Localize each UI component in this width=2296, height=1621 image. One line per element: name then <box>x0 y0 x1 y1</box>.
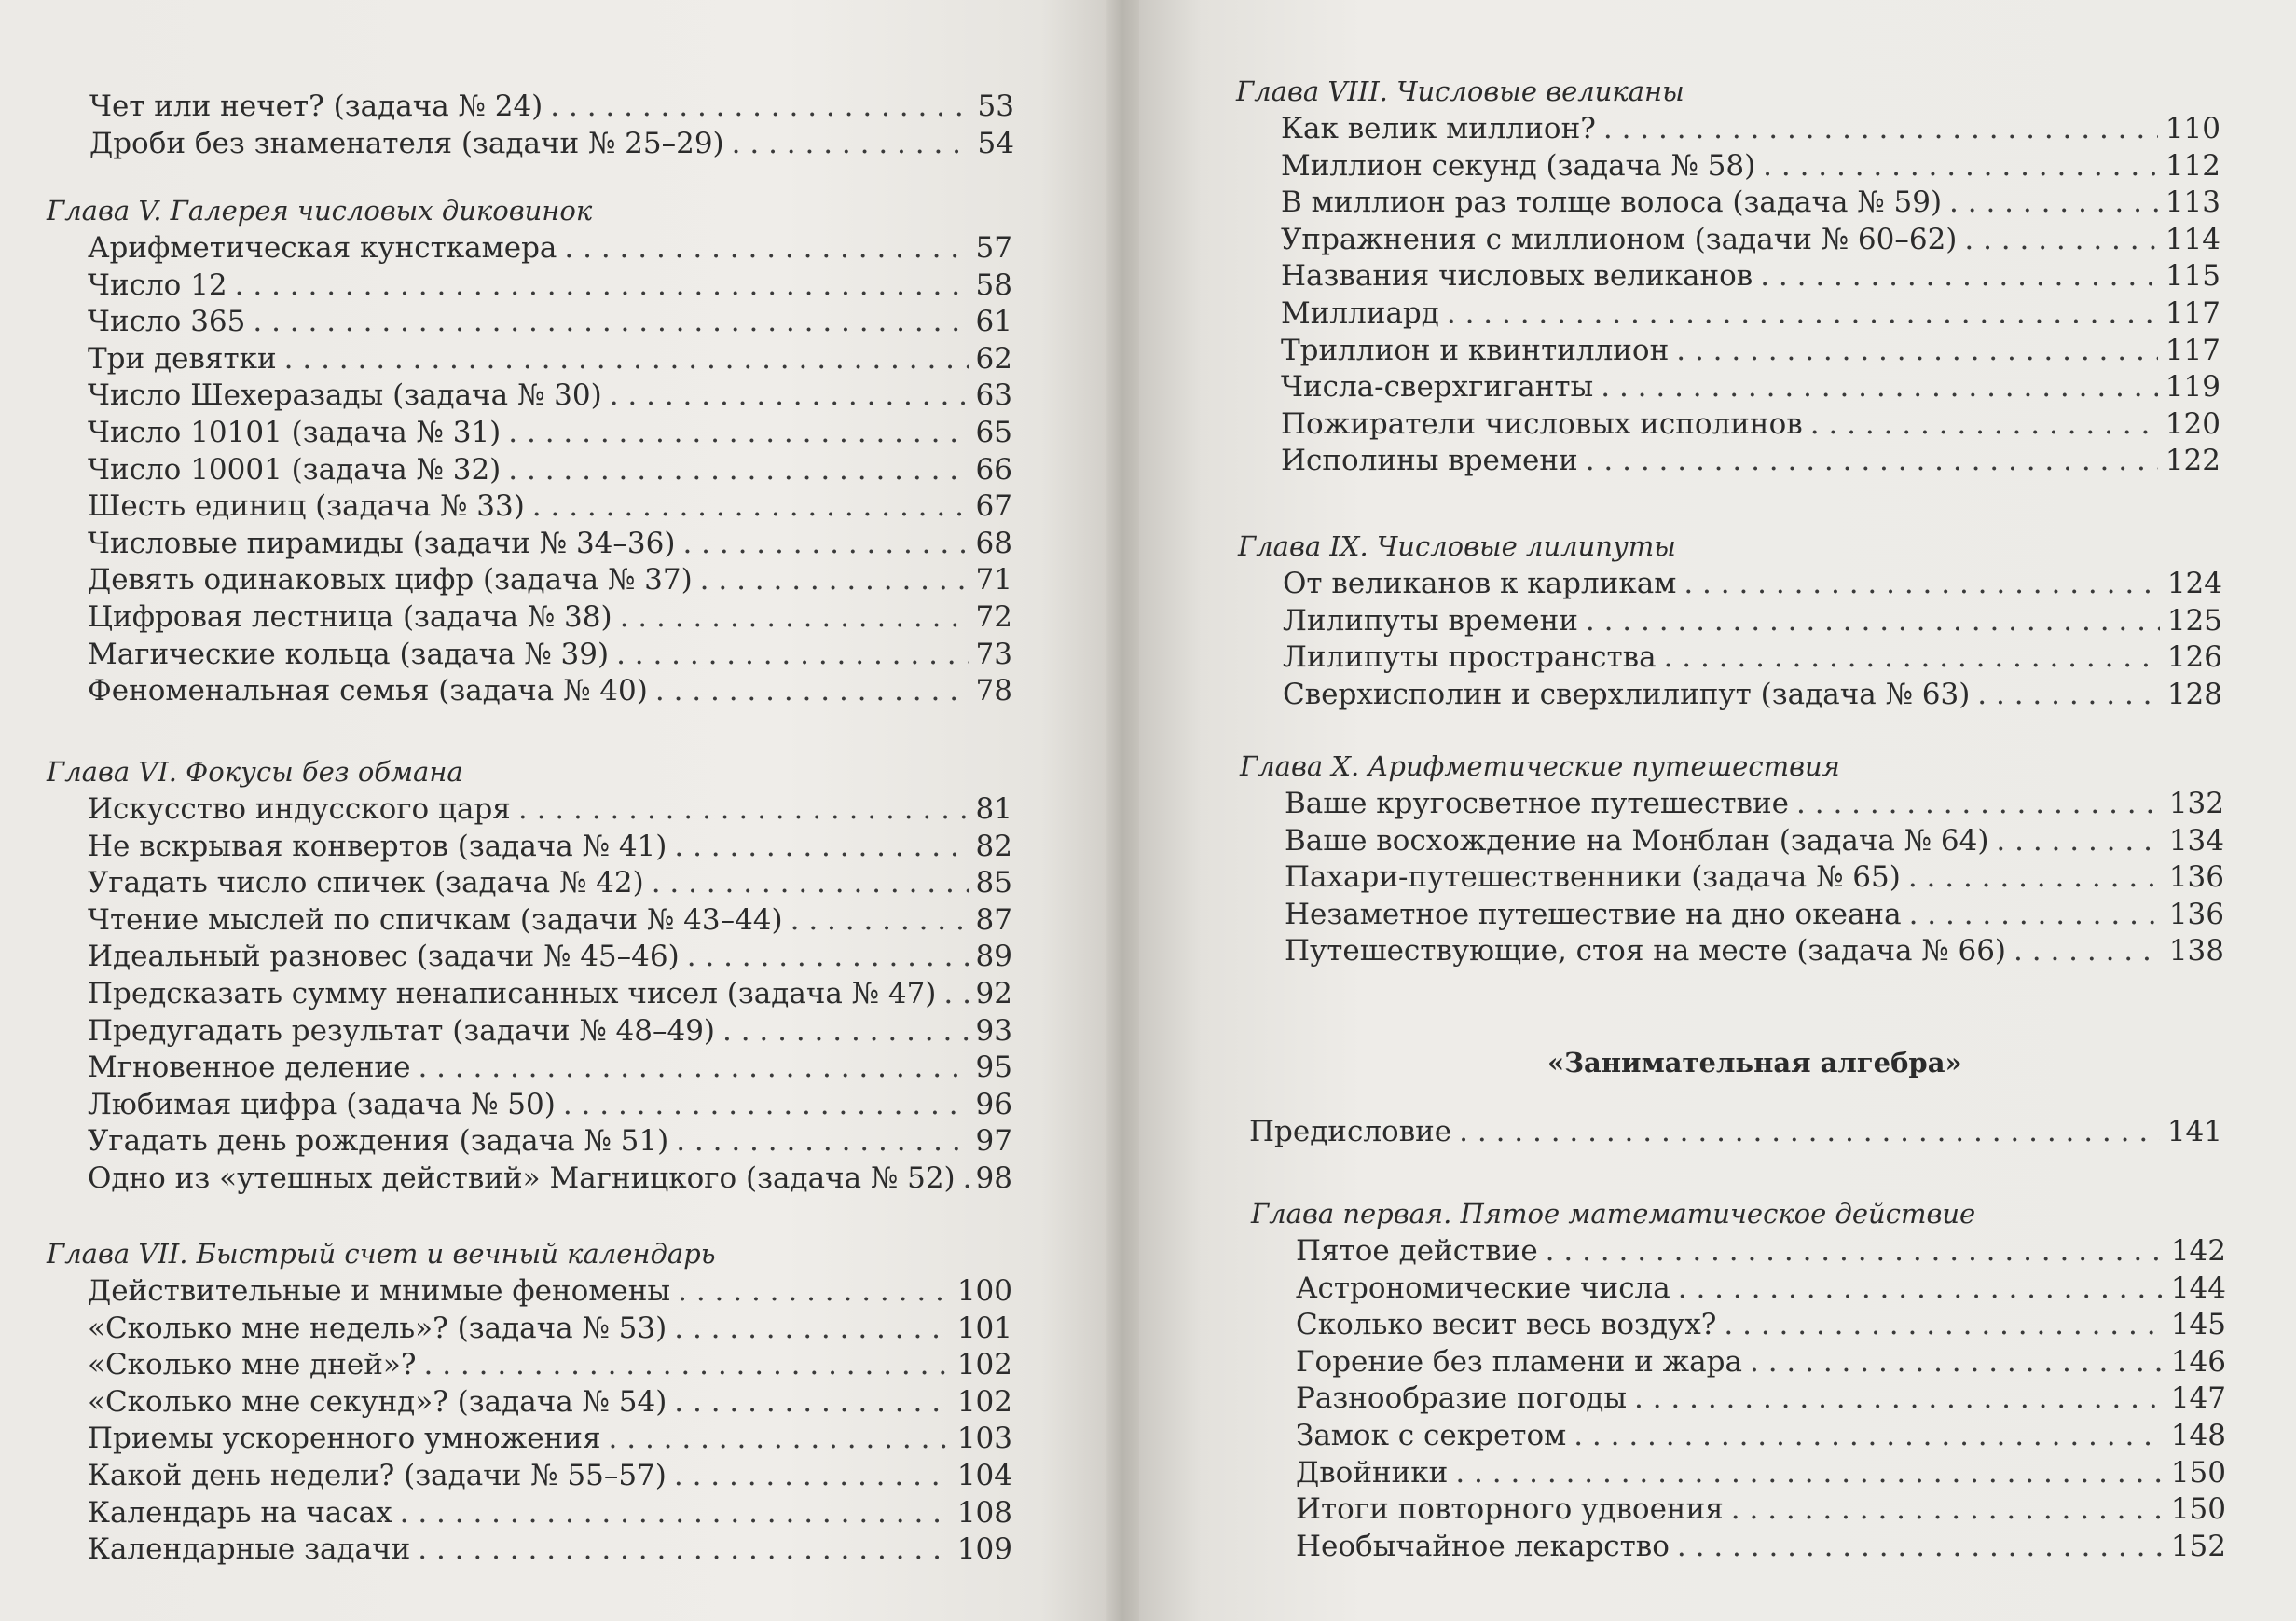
dot-leader <box>674 1310 950 1347</box>
toc-entry[interactable] <box>1296 1417 2226 1454</box>
toc-entry[interactable] <box>88 975 1012 1012</box>
dot-leader <box>1677 1528 2164 1565</box>
dot-leader <box>1664 639 2160 676</box>
chapter-heading: Глава V. Галерея числовых диковинок <box>47 195 593 227</box>
toc-page-number: 147 <box>2170 1381 2226 1416</box>
toc-entry[interactable] <box>89 125 1014 162</box>
toc-page-number: 138 <box>2168 934 2224 968</box>
toc-entry[interactable] <box>1281 147 2220 185</box>
toc-entry[interactable] <box>88 636 1012 673</box>
dot-leader <box>1447 295 2158 332</box>
toc-entry[interactable] <box>1281 332 2220 369</box>
toc-page-number: 95 <box>975 1051 1012 1085</box>
toc-page-number: 113 <box>2165 185 2220 220</box>
dot-leader <box>1455 1454 2163 1491</box>
toc-entry[interactable] <box>88 1383 1012 1421</box>
toc-entry-title: Число 365 <box>88 305 246 339</box>
dot-leader <box>1909 896 2162 933</box>
toc-entry-title: Путешествующие, стоя на месте (задача № 66) <box>1285 934 2007 968</box>
toc-entry-title: Ваше восхождение на Монблан (задача № 64) <box>1285 823 1989 858</box>
toc-entry-title: Угадать день рождения (задача № 51) <box>88 1124 669 1159</box>
dot-leader <box>610 377 969 414</box>
dot-leader <box>682 525 968 562</box>
dot-leader <box>2014 932 2162 969</box>
dot-leader <box>1949 184 2158 221</box>
toc-page-number: 115 <box>2165 259 2220 294</box>
toc-entry-title: Магические кольца (задача № 39) <box>88 637 610 671</box>
toc-entry[interactable] <box>88 1494 1012 1532</box>
toc-page-number: 92 <box>975 977 1012 1010</box>
dot-leader <box>700 561 969 598</box>
toc-entry[interactable] <box>1296 1454 2226 1491</box>
toc-entry[interactable] <box>1296 1306 2226 1343</box>
toc-page-number: 108 <box>956 1495 1012 1530</box>
toc-entry[interactable] <box>1283 639 2222 676</box>
toc-entry-title: Числовые пирамиды (задачи № 34–36) <box>88 526 676 560</box>
toc-page-number: 136 <box>2168 860 2224 895</box>
dot-leader <box>732 125 970 162</box>
toc-entry[interactable] <box>1296 1528 2226 1565</box>
toc-entry-title: Число 10101 (задача № 31) <box>88 416 502 449</box>
toc-entry-title: Чтение мыслей по спичкам (задачи № 43–44) <box>88 902 783 937</box>
toc-entry[interactable] <box>88 525 1012 562</box>
dot-leader <box>518 790 969 828</box>
dot-leader <box>1731 1490 2164 1528</box>
toc-page-number: 68 <box>975 526 1012 560</box>
toc-entry-title: Предсказать сумму ненаписанных чисел (задача № 47) <box>88 977 937 1010</box>
dot-leader <box>1634 1380 2164 1417</box>
toc-entry-title: Сверхисполин и сверхлилипут (задача № 63) <box>1283 677 1971 711</box>
toc-entry[interactable] <box>1281 405 2220 443</box>
chapter-heading: Глава VI. Фокусы без обмана <box>47 756 463 788</box>
toc-page-number: 136 <box>2168 897 2224 931</box>
toc-entry[interactable] <box>88 864 1012 901</box>
toc-entry[interactable] <box>1281 442 2220 479</box>
toc-entry[interactable] <box>1285 859 2224 896</box>
dot-leader <box>1574 1417 2164 1454</box>
toc-page-number: 145 <box>2170 1308 2226 1342</box>
toc-entry[interactable] <box>1281 295 2220 332</box>
toc-entry-title: «Сколько мне секунд»? (задача № 54) <box>88 1384 667 1419</box>
dot-leader <box>1763 147 2158 185</box>
toc-entry[interactable] <box>88 561 1012 598</box>
toc-entry[interactable] <box>1296 1232 2226 1270</box>
dot-leader <box>791 901 969 939</box>
toc-page-number: 120 <box>2165 406 2220 441</box>
toc-entry-title: Сколько весит весь воздух? <box>1296 1308 1717 1342</box>
toc-page-number: 126 <box>2166 640 2222 675</box>
toc-page-number: 67 <box>975 489 1012 524</box>
toc-entry-title: Число 10001 (задача № 32) <box>88 452 502 487</box>
toc-page-number: 132 <box>2168 787 2224 820</box>
book-gutter <box>1106 0 1139 1621</box>
toc-page-number: 134 <box>2168 823 2224 858</box>
toc-page-number: 73 <box>975 637 1012 671</box>
toc-page-number: 117 <box>2165 333 2220 367</box>
dot-leader <box>418 1049 968 1086</box>
dot-leader <box>400 1494 950 1532</box>
toc-entry-title: Календарь на часах <box>88 1495 392 1530</box>
toc-entry-title: Пахари-путешественники (задача № 65) <box>1285 860 1901 895</box>
toc-entry-title: Арифметическая кунсткамера <box>88 231 557 265</box>
toc-page-number: 114 <box>2165 222 2220 256</box>
toc-entry-title: Угадать число спичек (задача № 42) <box>88 866 644 900</box>
toc-entry[interactable] <box>88 1457 1012 1494</box>
dot-leader <box>687 938 969 975</box>
dot-leader <box>1964 221 2157 258</box>
dot-leader <box>550 88 969 125</box>
dot-leader <box>1724 1306 2163 1343</box>
dot-leader <box>563 1086 969 1123</box>
toc-page-number: 53 <box>977 89 1014 123</box>
toc-page-number: 104 <box>956 1459 1012 1492</box>
toc-entry[interactable] <box>88 340 1012 378</box>
toc-entry-title: Разнообразие погоды <box>1296 1381 1627 1416</box>
dot-leader <box>284 340 969 378</box>
dot-leader <box>508 451 968 488</box>
toc-entry-title: Число Шехеразады (задача № 30) <box>88 378 602 413</box>
toc-page-number: 89 <box>975 940 1012 974</box>
toc-entry-title: Одно из «утешных действий» Магницкого (задача № 52) <box>88 1161 956 1195</box>
toc-entry-title: Незаметное путешествие на дно океана <box>1285 897 1902 931</box>
toc-page-number: 109 <box>956 1532 1012 1567</box>
toc-entry[interactable] <box>88 1012 1012 1050</box>
dot-leader <box>235 267 969 304</box>
chapter-heading: Глава IX. Числовые лилипуты <box>1238 530 1676 562</box>
toc-page-number: 58 <box>975 268 1012 302</box>
toc-page-number: 93 <box>975 1013 1012 1048</box>
dot-leader <box>1750 1343 2164 1381</box>
toc-page-number: 124 <box>2166 567 2222 600</box>
toc-entry[interactable] <box>1296 1490 2226 1528</box>
toc-entry-title: От великанов к карликам <box>1283 567 1677 600</box>
toc-entry-title: В миллион раз толще волоса (задача № 59) <box>1281 185 1943 220</box>
toc-entry-title: Предугадать результат (задачи № 48–49) <box>88 1013 716 1048</box>
toc-entry-title: Предисловие <box>1249 1115 1452 1148</box>
toc-page-number: 81 <box>975 792 1012 826</box>
toc-entry[interactable] <box>88 901 1012 939</box>
toc-page-number: 128 <box>2166 677 2222 711</box>
section-title: «Занимательная алгебра» <box>1547 1047 1962 1078</box>
toc-entry[interactable] <box>1285 822 2224 859</box>
toc-entry-title: Лилипуты времени <box>1283 603 1578 638</box>
toc-page-number: 78 <box>975 674 1012 708</box>
toc-entry-title: Девять одинаковых цифр (задача № 37) <box>88 563 693 598</box>
toc-entry[interactable] <box>1281 368 2220 405</box>
toc-entry-title: Астрономические числа <box>1296 1271 1670 1305</box>
chapter-heading: Глава VIII. Числовые великаны <box>1236 76 1684 107</box>
toc-page-number: 85 <box>975 866 1012 900</box>
toc-entry[interactable] <box>88 1531 1012 1568</box>
toc-entry[interactable] <box>1285 932 2224 969</box>
toc-entry-title: Любимая цифра (задача № 50) <box>88 1087 556 1121</box>
toc-entry-title: Миллион секунд (задача № 58) <box>1281 148 1756 183</box>
toc-entry[interactable] <box>88 790 1012 828</box>
dot-leader <box>1810 405 2158 443</box>
dot-leader <box>1546 1232 2164 1270</box>
toc-entry-title: Цифровая лестница (задача № 38) <box>88 600 612 634</box>
toc-entry-title: Упражнения с миллионом (задачи № 60–62) <box>1281 222 1958 256</box>
toc-entry-title: Три девятки <box>88 341 277 376</box>
toc-entry-title: «Сколько мне дней»? <box>88 1348 417 1382</box>
dot-leader <box>609 1420 950 1457</box>
toc-entry-title: Необычайное лекарство <box>1296 1529 1670 1563</box>
toc-page-number: 122 <box>2165 444 2220 478</box>
toc-page-number: 141 <box>2166 1115 2222 1148</box>
toc-entry-title: Шесть единиц (задача № 33) <box>88 489 525 524</box>
dot-leader <box>674 1383 950 1421</box>
toc-entry-title: Триллион и квинтиллион <box>1281 333 1670 367</box>
toc-page-number: 119 <box>2165 370 2220 405</box>
dot-leader <box>1603 110 2158 147</box>
toc-page-number: 101 <box>956 1311 1012 1345</box>
dot-leader <box>1586 442 2158 479</box>
toc-page-number: 71 <box>975 563 1012 598</box>
dot-leader <box>722 1012 969 1050</box>
chapter-heading: Глава первая. Пятое математическое действие <box>1251 1198 1976 1229</box>
toc-entry[interactable] <box>88 1346 1012 1383</box>
toc-page-number: 100 <box>956 1274 1012 1308</box>
toc-page-number: 62 <box>975 341 1012 376</box>
toc-entry[interactable] <box>1281 184 2220 221</box>
toc-entry[interactable] <box>88 1049 1012 1086</box>
toc-entry[interactable] <box>88 938 1012 975</box>
dot-leader <box>564 229 968 267</box>
dot-leader <box>1760 257 2158 295</box>
toc-entry[interactable] <box>88 1272 1012 1310</box>
toc-entry[interactable] <box>88 488 1012 525</box>
toc-entry[interactable] <box>1283 602 2222 639</box>
dot-leader <box>1586 602 2160 639</box>
toc-page-number: 144 <box>2170 1271 2226 1305</box>
toc-page-number: 65 <box>975 416 1012 449</box>
dot-leader <box>1977 676 2160 713</box>
toc-entry[interactable] <box>88 1086 1012 1123</box>
toc-page-number: 110 <box>2165 112 2220 145</box>
toc-entry-title: Ваше кругосветное путешествие <box>1285 787 1790 820</box>
dot-leader <box>1676 332 2158 369</box>
dot-leader <box>655 672 969 709</box>
toc-page-number: 125 <box>2166 603 2222 638</box>
chapter-heading: Глава X. Арифметические путешествия <box>1240 750 1840 782</box>
toc-entry[interactable] <box>1281 221 2220 258</box>
dot-leader <box>424 1346 950 1383</box>
toc-entry[interactable] <box>88 303 1012 340</box>
toc-entry-title: «Сколько мне недель»? (задача № 53) <box>88 1311 667 1345</box>
dot-leader <box>616 636 968 673</box>
dot-leader <box>1796 785 2162 822</box>
toc-page-number: 87 <box>975 902 1012 937</box>
toc-entry-title: Мгновенное деление <box>88 1051 411 1085</box>
dot-leader <box>676 1122 968 1160</box>
toc-page-number: 63 <box>975 378 1012 413</box>
toc-entry-title: Миллиард <box>1281 296 1439 330</box>
toc-entry-title: Числа-сверхгиганты <box>1281 370 1594 405</box>
toc-entry[interactable] <box>89 88 1014 125</box>
toc-entry-title: Пятое действие <box>1296 1234 1538 1268</box>
toc-entry[interactable] <box>88 1310 1012 1347</box>
toc-entry[interactable] <box>88 229 1012 267</box>
toc-entry[interactable] <box>1285 785 2224 822</box>
toc-entry[interactable] <box>1283 676 2222 713</box>
toc-page-number: 103 <box>956 1422 1012 1456</box>
toc-entry-title: Лилипуты пространства <box>1283 640 1657 675</box>
toc-entry-title: Действительные и мнимые феномены <box>88 1274 671 1308</box>
dot-leader <box>652 864 969 901</box>
toc-entry-title: Пожиратели числовых исполинов <box>1281 406 1803 441</box>
toc-page-number: 112 <box>2165 148 2220 183</box>
toc-page-number: 72 <box>975 600 1012 634</box>
toc-page-number: 57 <box>975 231 1012 265</box>
toc-entry-title: Идеальный разновес (задачи № 45–46) <box>88 940 680 974</box>
dot-leader <box>253 303 968 340</box>
toc-page-number: 102 <box>956 1384 1012 1419</box>
toc-entry-title: Горение без пламени и жара <box>1296 1344 1742 1379</box>
dot-leader <box>674 828 968 865</box>
toc-entry-title: Исполины времени <box>1281 444 1578 478</box>
toc-entry-title: Число 12 <box>88 268 227 302</box>
toc-page-number: 146 <box>2170 1344 2226 1379</box>
toc-entry-title: Дроби без знаменателя (задачи № 25–29) <box>89 126 724 160</box>
toc-page-number: 102 <box>956 1348 1012 1382</box>
toc-entry-title: Двойники <box>1296 1455 1449 1490</box>
toc-entry-preface[interactable] <box>1249 1113 2222 1150</box>
toc-entry[interactable] <box>1283 565 2222 602</box>
toc-entry-title: Календарные задачи <box>88 1532 411 1567</box>
toc-page-number: 66 <box>975 452 1012 487</box>
toc-entry[interactable] <box>88 598 1012 636</box>
dot-leader <box>508 414 968 451</box>
toc-entry-title: Феноменальная семья (задача № 40) <box>88 674 648 708</box>
toc-page-number: 54 <box>977 126 1014 160</box>
toc-page-number: 152 <box>2170 1529 2226 1563</box>
toc-entry[interactable] <box>1281 110 2220 147</box>
toc-page-number: 98 <box>975 1161 1012 1195</box>
dot-leader <box>1678 1270 2164 1307</box>
dot-leader <box>1996 822 2161 859</box>
toc-entry-title: Замок с секретом <box>1296 1419 1567 1452</box>
toc-entry-title: Названия числовых великанов <box>1281 259 1753 294</box>
toc-page-number: 61 <box>975 305 1012 339</box>
toc-entry[interactable] <box>1285 896 2224 933</box>
dot-leader <box>943 975 968 1012</box>
toc-entry-title: Какой день недели? (задачи № 55–57) <box>88 1459 667 1492</box>
dot-leader <box>963 1160 969 1197</box>
toc-page-number: 148 <box>2170 1419 2226 1452</box>
dot-leader <box>532 488 969 525</box>
dot-leader <box>1459 1113 2160 1150</box>
toc-entry[interactable] <box>88 451 1012 488</box>
toc-entry[interactable] <box>88 1420 1012 1457</box>
toc-entry-title: Искусство индусского царя <box>88 792 511 826</box>
chapter-heading: Глава VII. Быстрый счет и вечный календарь <box>47 1238 716 1270</box>
dot-leader <box>674 1457 950 1494</box>
toc-entry-title: Не вскрывая конвертов (задача № 41) <box>88 829 667 863</box>
toc-entry[interactable] <box>1281 257 2220 295</box>
toc-page-number: 150 <box>2170 1455 2226 1490</box>
toc-entry[interactable] <box>1296 1380 2226 1417</box>
toc-entry[interactable] <box>88 1160 1012 1197</box>
toc-entry[interactable] <box>88 828 1012 865</box>
toc-entry[interactable] <box>1296 1270 2226 1307</box>
toc-entry-title: Приемы ускоренного умножения <box>88 1422 601 1456</box>
toc-entry-title: Итоги повторного удвоения <box>1296 1492 1724 1527</box>
toc-page-number: 117 <box>2165 296 2220 330</box>
toc-entry[interactable] <box>1296 1343 2226 1381</box>
toc-page-number: 142 <box>2170 1234 2226 1268</box>
dot-leader <box>1684 565 2160 602</box>
toc-page-number: 82 <box>975 829 1012 863</box>
dot-leader <box>1908 859 2162 896</box>
toc-entry[interactable] <box>88 267 1012 304</box>
toc-page-number: 96 <box>975 1087 1012 1121</box>
toc-entry[interactable] <box>88 1122 1012 1160</box>
toc-entry-title: Чет или нечет? (задача № 24) <box>89 89 543 123</box>
dot-leader <box>678 1272 950 1310</box>
toc-entry-title: Как велик миллион? <box>1281 112 1596 145</box>
dot-leader <box>620 598 969 636</box>
toc-entry[interactable] <box>88 414 1012 451</box>
toc-entry[interactable] <box>88 672 1012 709</box>
toc-page-number: 150 <box>2170 1492 2226 1527</box>
dot-leader <box>1601 368 2158 405</box>
toc-page-number: 97 <box>975 1124 1012 1159</box>
toc-entry[interactable] <box>88 377 1012 414</box>
dot-leader <box>418 1531 950 1568</box>
